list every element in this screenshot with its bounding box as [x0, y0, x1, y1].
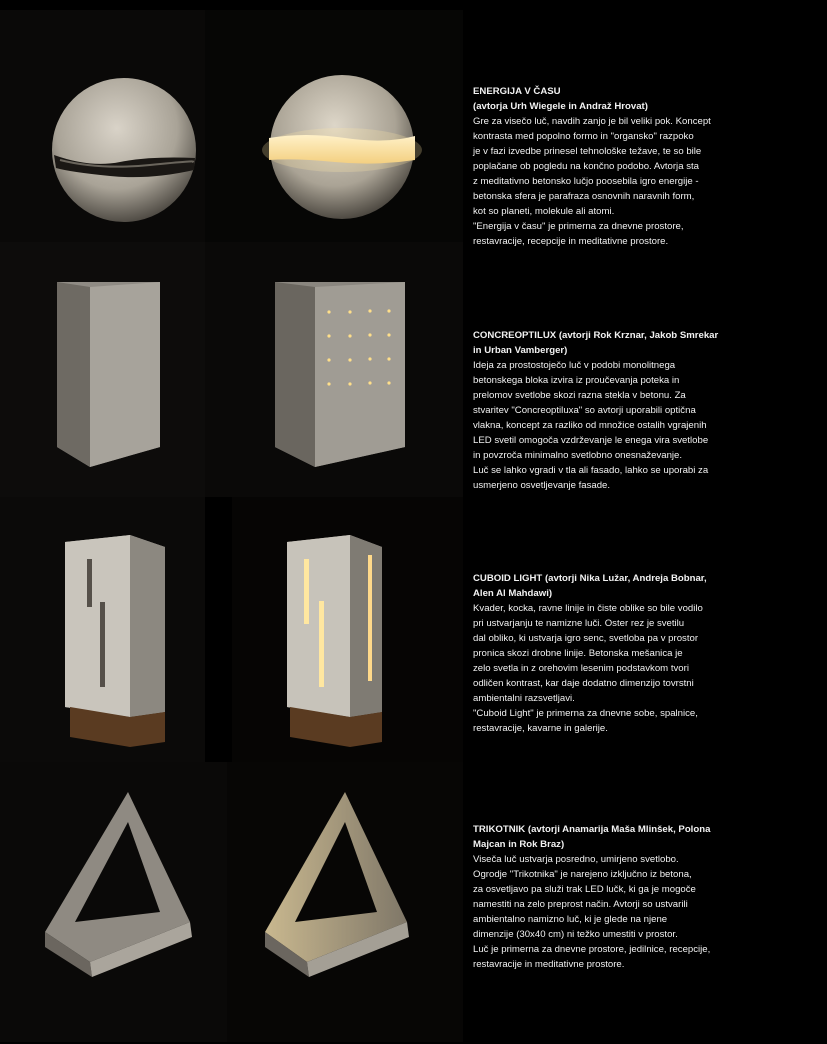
body-line: "Energija v času" je primerna za dnevne prostore, — [473, 221, 684, 232]
body-line: Luč se lahko vgradi v tla ali fasado, lahko se uporabi za — [473, 465, 709, 476]
body-line: restavracije in meditativne prostore. — [473, 959, 625, 970]
sphere-lamp-lit-photo — [205, 10, 463, 242]
body-line: vlakna, koncept za razliko od množice ostalih vgrajenih — [473, 420, 707, 431]
section-cuboid-light — [473, 571, 773, 736]
body-line: zelo svetla in z orehovim lesenim podstavkom tvori — [473, 663, 689, 674]
section-trikotnik — [473, 822, 773, 972]
body-line: za osvetljavo pa služi trak LED lučk, ki ga je mogoče — [473, 884, 696, 895]
body-line: z meditativno betonsko lučjo poosebila igro energije - — [473, 176, 699, 187]
sphere-lamp-off-photo — [0, 10, 205, 242]
cuboid-light-off-photo — [0, 497, 205, 762]
section-title: TRIKOTNIK (avtorji Anamarija Maša Mlinšek, Polona — [473, 824, 711, 835]
cuboid-light-lit-photo — [232, 497, 463, 762]
body-line: prelomov svetlobe skozi razna stekla v betonu. Za — [473, 390, 686, 401]
body-line: namestiti na zelo preprost način. Avtorji so ustvarili — [473, 899, 688, 910]
section-title: CUBOID LIGHT (avtorji Nika Lužar, Andreja Bobnar, — [473, 573, 707, 584]
section-title: ENERGIJA V ČASU — [473, 86, 561, 97]
body-line: je v fazi izvedbe prinesel tehnološke težave, te so bile — [473, 146, 702, 157]
body-line: restavracije, recepcije in meditativne prostore. — [473, 236, 669, 247]
body-line: Gre za visečo luč, navdih zanjo je bil veliki pok. Koncept — [473, 116, 711, 127]
section-energija — [473, 84, 773, 249]
body-line: Ideja za prostostoječo luč v podobi monolitnega — [473, 360, 676, 371]
body-line: restavracije, kavarne in galerije. — [473, 723, 608, 734]
triangle-lamp-off-photo — [0, 762, 227, 1042]
body-line: stvaritev "Concreoptiluxa" so avtorji uporabili optična — [473, 405, 696, 416]
concrete-block-lamp-photo — [0, 242, 205, 497]
body-line: in povzroča minimalno svetlobno onesnaževanje. — [473, 450, 683, 461]
section-authors: Alen Al Mahdawi) — [473, 588, 553, 599]
body-line: Luč je primerna za dnevne prostore, jedilnice, recepcije, — [473, 944, 711, 955]
section-title: CONCREOPTILUX (avtorji Rok Krznar, Jakob Smrekar — [473, 330, 719, 341]
body-line: "Cuboid Light" je primerna za dnevne sobe, spalnice, — [473, 708, 698, 719]
body-line: kontrasta med popolno formo in "organsko" razpoko — [473, 131, 694, 142]
body-line: poplačane ob pogledu na končno podobo. Avtorja sta — [473, 161, 699, 172]
body-line: usmerjeno osvetljevanje fasade. — [473, 480, 611, 491]
section-authors: in Urban Vamberger) — [473, 345, 568, 356]
body-line: ambientalno namizno luč, ki je glede na njene — [473, 914, 668, 925]
section-concreoptilux — [473, 328, 773, 493]
body-line: Viseča luč ustvarja posredno, umirjeno svetlobo. — [473, 854, 679, 865]
body-line: pronica skozi drobne linije. Betonska mešanica je — [473, 648, 683, 659]
concreoptilux-lamp-photo — [205, 242, 463, 497]
body-line: dimenzije (30x40 cm) ni težko umestiti v prostor. — [473, 929, 678, 940]
body-line: pri ustvarjanju te namizne luči. Oster rez je svetilu — [473, 618, 685, 629]
body-line: ambientalni razsvetljavi. — [473, 693, 575, 704]
body-line: betonska sfera je parafraza osnovnih naravnih form, — [473, 191, 695, 202]
body-line: Ogrodje "Trikotnika" je narejeno izključno iz betona, — [473, 869, 692, 880]
body-line: odličen kontrast, kar daje dodatno dimenzijo tovrstni — [473, 678, 694, 689]
body-line: betonskega bloka izvira iz proučevanja poteka in — [473, 375, 680, 386]
body-line: LED svetil omogoča vzdrževanje le enega vira svetlobe — [473, 435, 709, 446]
body-line: kot so planeti, molekule ali atomi. — [473, 206, 615, 217]
section-authors: (avtorja Urh Wiegele in Andraž Hrovat) — [473, 101, 648, 112]
section-authors: Majcan in Rok Braz) — [473, 839, 565, 850]
triangle-lamp-lit-photo — [227, 762, 463, 1042]
body-line: dal obliko, ki ustvarja igro senc, svetloba pa v prostor — [473, 633, 699, 644]
body-line: Kvader, kocka, ravne linije in čiste oblike so bile vodilo — [473, 603, 703, 614]
